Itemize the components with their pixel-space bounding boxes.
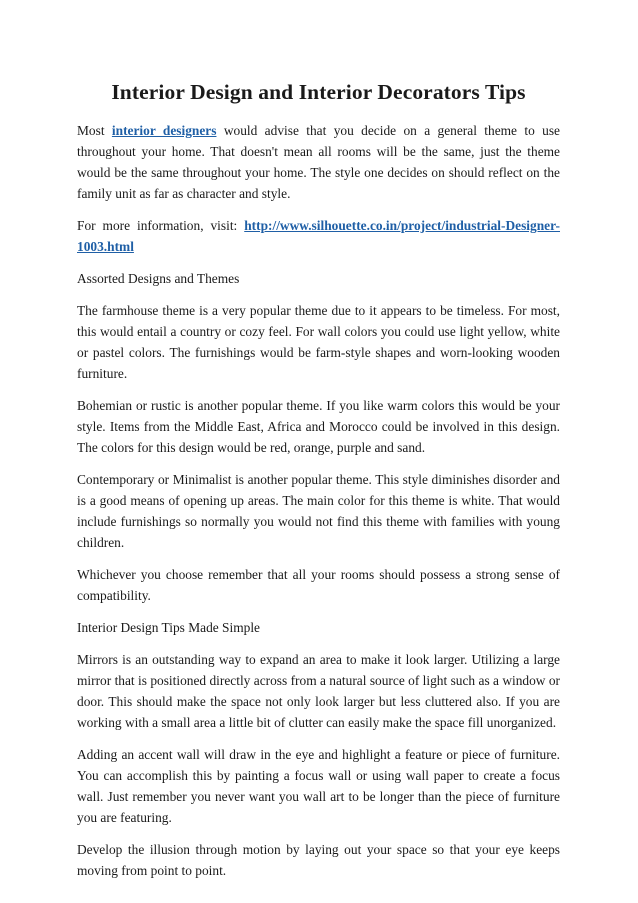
silhouette-url-link[interactable]: http://www.silhouette.co.in/project/industrial-Designer-1003.html xyxy=(77,218,560,254)
paragraph-accent-wall: Adding an accent wall will draw in the eye and highlight a feature or piece of furniture. You can accomplish this by painting a focus wall or using wall paper to create a focus wall. Just remember you never want you wall art to be longer than the piece of furniture you are featuring. xyxy=(77,747,560,825)
paragraph-motion: Develop the illusion through motion by laying out your space so that your eye keeps moving from point to point. xyxy=(77,842,560,878)
more-info-prefix: For more information, visit: xyxy=(77,218,245,233)
document-title: Interior Design and Interior Decorators Tips xyxy=(111,80,526,104)
more-info-paragraph xyxy=(77,215,560,257)
section-heading-tips-simple: Interior Design Tips Made Simple xyxy=(77,620,261,635)
document-page xyxy=(77,78,560,892)
intro-paragraph xyxy=(77,120,560,204)
paragraph-compatibility: Whichever you choose remember that all your rooms should possess a strong sense of compatibility. xyxy=(77,567,560,603)
interior-designers-link[interactable]: interior designers xyxy=(111,123,217,138)
intro-text-start: Most xyxy=(77,123,112,138)
paragraph-bohemian: Bohemian or rustic is another popular theme. If you like warm colors this would be your style. Items from the Middle East, Africa and Morocco could be involved in this design. The colors for this design would be red, orange, purple and sand. xyxy=(77,398,560,455)
paragraph-farmhouse: The farmhouse theme is a very popular theme due to it appears to be timeless. For most, this would entail a country or cozy feel. For wall colors you could use light yellow, white or pastel colors. The furnishings would be farm-style shapes and worn-looking wooden furniture. xyxy=(77,303,560,381)
section-heading-designs-themes: Assorted Designs and Themes xyxy=(77,271,240,286)
paragraph-mirrors: Mirrors is an outstanding way to expand an area to make it look larger. Utilizing a large mirror that is positioned directly across from a natural source of light such as a window or door. This should make the space not only look larger but less cluttered also. If you are working with a small area a little bit of clutter can easily make the space fill unorganized. xyxy=(77,652,560,730)
intro-text-end: would advise that you decide on a general theme to use throughout your home. That doesn't mean all rooms will be the same, just the theme would be the same throughout your home. The style one decides on should reflect on the family unit as far as character and style. xyxy=(77,123,560,201)
paragraph-contemporary: Contemporary or Minimalist is another popular theme. This style diminishes disorder and is a good means of opening up areas. The main color for this theme is white. That would include furnishings so normally you would not find this theme with families with young children. xyxy=(77,472,560,550)
